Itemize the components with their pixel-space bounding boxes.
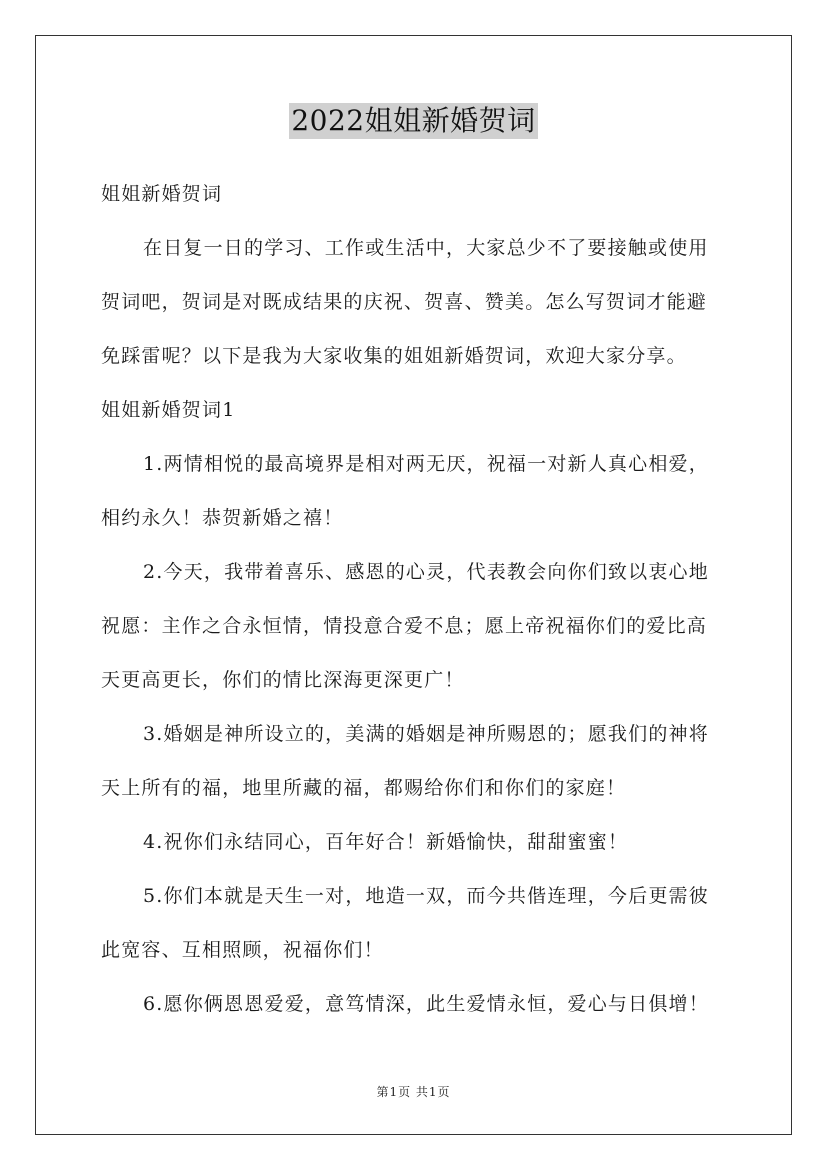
paragraph-line: 贺词吧，贺词是对既成结果的庆祝、贺喜、赞美。怎么写贺词才能避 <box>101 291 708 313</box>
paragraph-line: 祝愿：主作之合永恒情，情投意合爱不息；愿上帝祝福你们的爱比高 <box>101 615 708 637</box>
paragraph-line: 4.祝你们永结同心，百年好合！新婚愉快，甜甜蜜蜜！ <box>143 831 629 853</box>
paragraph-line: 3.婚姻是神所设立的，美满的婚姻是神所赐恩的；愿我们的神将 <box>143 723 709 745</box>
paragraph-line: 6.愿你俩恩恩爱爱，意笃情深，此生爱情永恒，爱心与日俱增！ <box>143 993 709 1015</box>
paragraph-line: 此宽容、互相照顾，祝福你们！ <box>101 939 384 961</box>
section-heading: 姐姐新婚贺词1 <box>101 399 236 421</box>
paragraph-line: 5.你们本就是天生一对，地造一双，而今共偕连理，今后更需彼 <box>143 885 709 907</box>
document-title: 2022姐姐新婚贺词 <box>291 104 536 137</box>
document-heading: 姐姐新婚贺词 <box>101 183 223 205</box>
title-container <box>0 103 827 139</box>
page-footer: 第1页 共1页 <box>376 1085 451 1099</box>
paragraph-line: 在日复一日的学习、工作或生活中，大家总少不了要接触或使用 <box>143 237 709 259</box>
paragraph-line: 天更高更长，你们的情比深海更深更广！ <box>101 669 465 691</box>
paragraph-line: 免踩雷呢？以下是我为大家收集的姐姐新婚贺词，欢迎大家分享。 <box>101 345 687 367</box>
paragraph-line: 1.两情相悦的最高境界是相对两无厌，祝福一对新人真心相爱， <box>143 453 709 475</box>
paragraph-line: 2.今天，我带着喜乐、感恩的心灵，代表教会向你们致以衷心地 <box>143 561 709 583</box>
paragraph-line: 天上所有的福，地里所藏的福，都赐给你们和你们的家庭！ <box>101 777 627 799</box>
paragraph-line: 相约永久！恭贺新婚之禧！ <box>101 507 344 529</box>
